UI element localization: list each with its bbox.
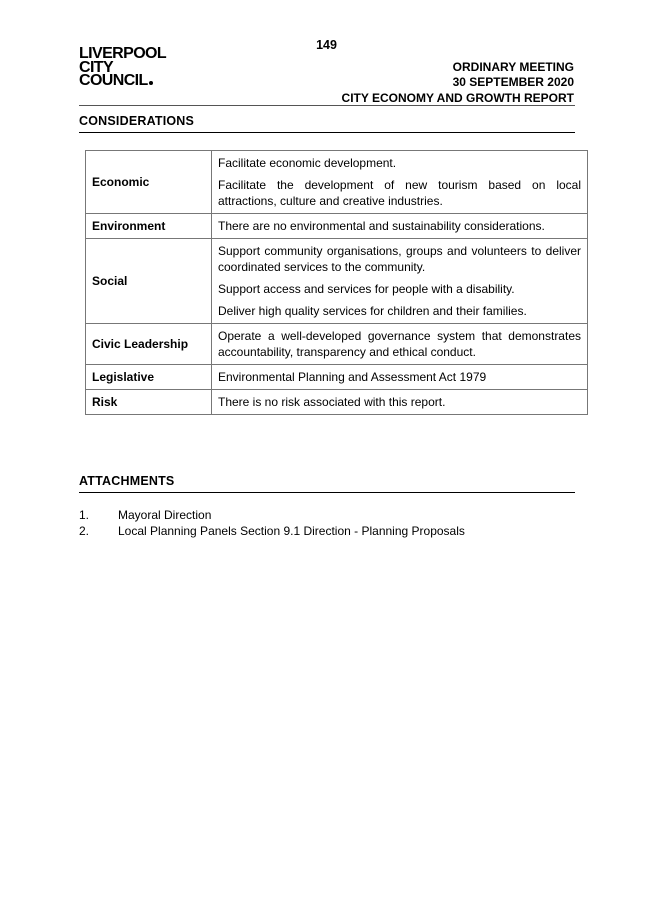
header-divider: [79, 105, 575, 106]
consideration-content: [212, 214, 588, 239]
table-row: [86, 324, 588, 365]
consideration-content: [212, 151, 588, 214]
consideration-content: [212, 239, 588, 324]
consideration-paragraph: Deliver high quality services for children and their families.: [218, 304, 527, 318]
consideration-paragraph: There are no environmental and sustainability considerations.: [218, 219, 545, 233]
consideration-label: Social: [86, 239, 212, 324]
meeting-date: 30 SEPTEMBER 2020: [452, 74, 574, 89]
consideration-paragraph: Facilitate the development of new tourism based on local attractions, culture and creative industries.: [218, 178, 581, 208]
council-logo: [79, 47, 166, 88]
table-row: [86, 151, 588, 214]
consideration-label: Risk: [86, 390, 212, 415]
logo-line: LIVERPOOL: [79, 45, 167, 62]
table-row: [86, 239, 588, 324]
table-row: [86, 214, 588, 239]
consideration-label: Economic: [86, 151, 212, 214]
list-item: [79, 523, 575, 539]
attachments-heading: ATTACHMENTS: [79, 474, 575, 493]
consideration-content: [212, 365, 588, 390]
consideration-label: Legislative: [86, 365, 212, 390]
logo-dot-icon: [149, 81, 153, 85]
consideration-paragraph: Facilitate economic development.: [218, 156, 397, 170]
considerations-table: [85, 150, 588, 415]
attachment-title: Mayoral Direction: [118, 508, 212, 522]
table-row: [86, 390, 588, 415]
logo-line: COUNCIL: [79, 72, 148, 89]
list-item: [79, 507, 575, 523]
logo-line: CITY: [79, 58, 114, 76]
page-number: 149: [316, 38, 337, 52]
meeting-info: [453, 60, 574, 89]
meeting-type: ORDINARY MEETING: [452, 60, 574, 74]
consideration-label: Civic Leadership: [86, 324, 212, 365]
consideration-paragraph: Support community organisations, groups and volunteers to deliver coordinated services to the community.: [218, 244, 581, 274]
attachment-title: Local Planning Panels Section 9.1 Direction - Planning Proposals: [118, 524, 465, 538]
consideration-paragraph: Environmental Planning and Assessment Act 1979: [218, 370, 487, 384]
consideration-paragraph: Operate a well-developed governance system that demonstrates accountability, transparency and ethical conduct.: [218, 329, 581, 359]
consideration-paragraph: Support access and services for people with a disability.: [218, 282, 515, 296]
attachment-number: 1.: [79, 508, 90, 522]
consideration-content: [212, 324, 588, 365]
consideration-label: Environment: [86, 214, 212, 239]
attachments-list: [79, 507, 575, 539]
consideration-paragraph: There is no risk associated with this report.: [218, 395, 446, 409]
consideration-content: [212, 390, 588, 415]
considerations-heading: CONSIDERATIONS: [79, 114, 575, 133]
table-row: [86, 365, 588, 390]
report-title: CITY ECONOMY AND GROWTH REPORT: [341, 91, 574, 105]
attachment-number: 2.: [79, 524, 90, 538]
